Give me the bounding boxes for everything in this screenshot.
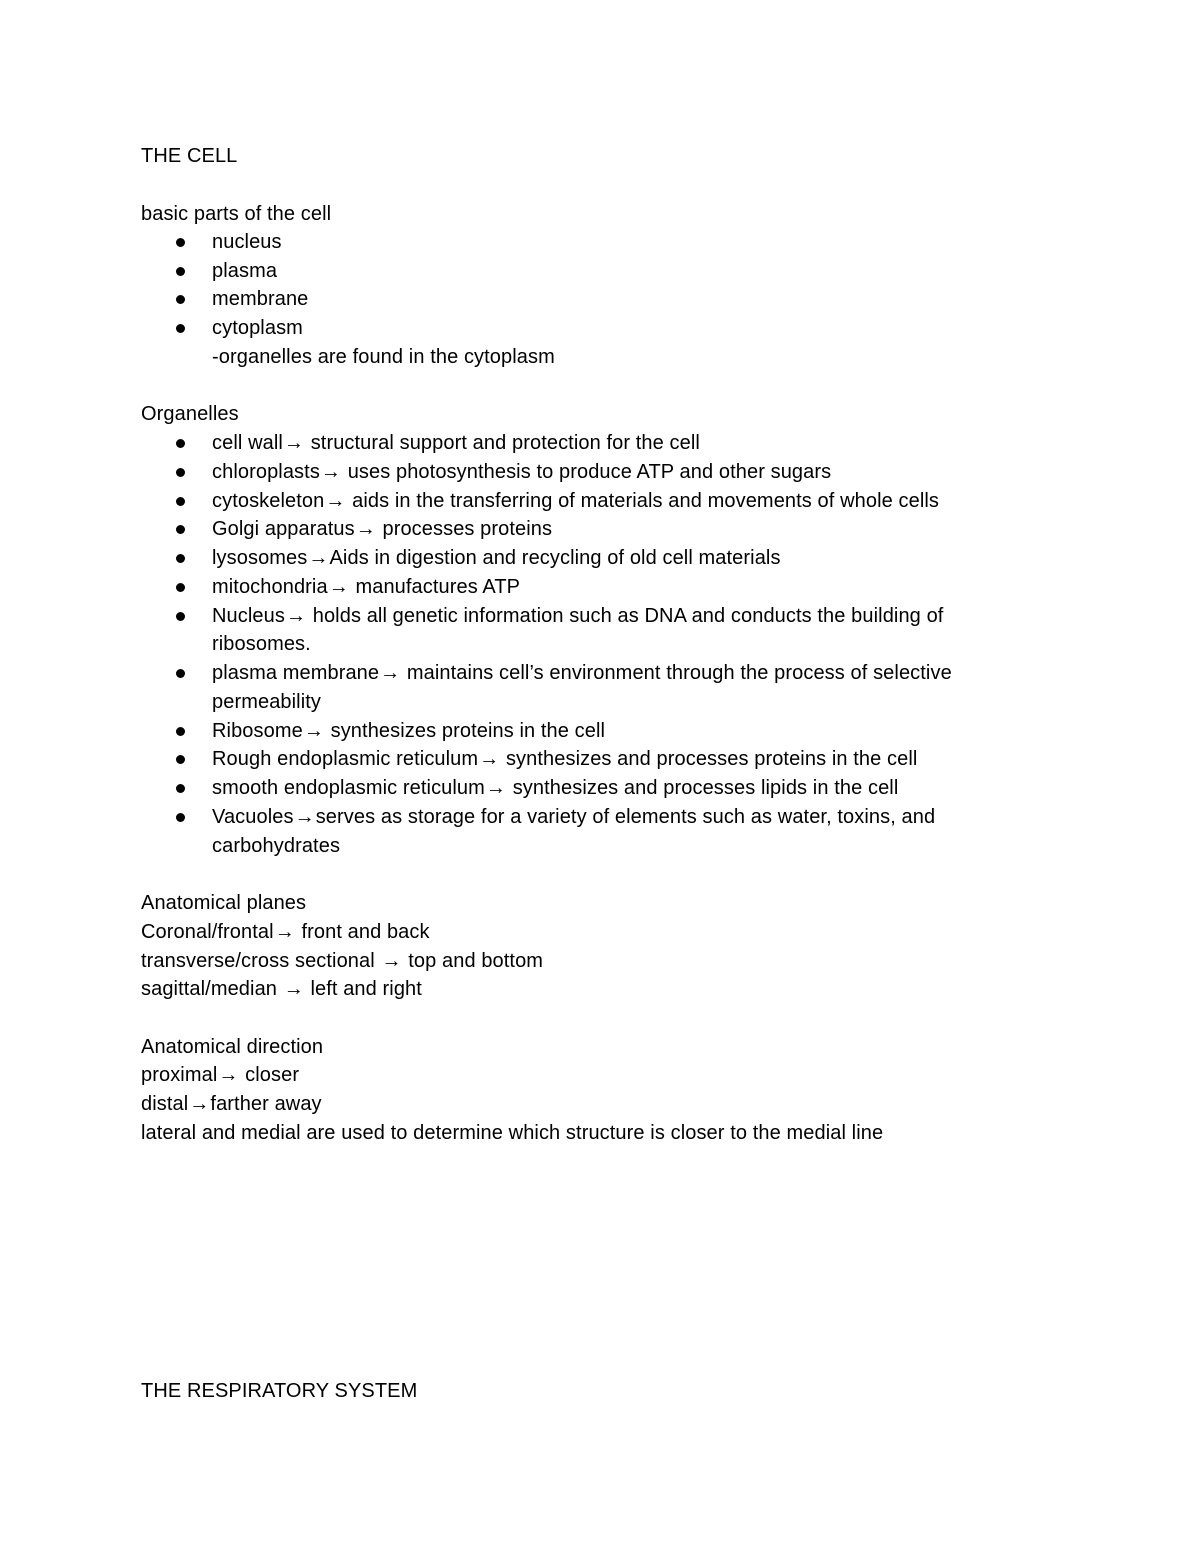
term: Vacuoles [212,806,294,828]
description: farther away [210,1093,322,1115]
section-title-cell: THE CELL [141,145,238,167]
bullet-icon [176,497,185,506]
plane-item-text [141,918,430,946]
term: proximal [141,1064,218,1086]
direction-item-text [141,1061,299,1089]
list-item: nucleus [212,231,282,253]
description: aids in the transferring of materials and movements of whole cells [346,490,940,512]
term: distal [141,1093,189,1115]
description: closer [239,1064,300,1086]
bullet-icon [176,784,185,793]
arrow-right-icon: → [294,806,315,828]
arrow-right-icon: → [325,490,346,512]
term: Golgi apparatus [212,518,355,540]
organelle-item-text [212,487,939,515]
arrow-right-icon: → [283,432,305,454]
organelle-item-text [212,515,552,543]
term: mitochondria [212,576,328,598]
term: Coronal/frontal [141,921,274,943]
list-item: plasma [212,260,278,282]
arrow-right-icon: → [218,1064,239,1086]
bullet-icon [176,669,185,678]
organelle-item-text [212,602,943,630]
organelle-item-text [212,803,935,831]
arrow-right-icon: → [328,576,349,598]
description: top and bottom [402,949,544,972]
organelle-item-text [212,774,898,802]
description: synthesizes and processes lipids in the cell [507,777,899,799]
description: Aids in digestion and recycling of old cell materials [329,547,781,569]
arrow-right-icon: → [285,605,307,627]
description: synthesizes and processes proteins in the cell [500,748,918,770]
term: sagittal/median [141,978,283,1000]
term: chloroplasts [212,461,320,483]
bullet-icon [176,468,185,477]
direction-item-text [141,1090,322,1118]
basic-parts-heading: basic parts of the cell [141,203,332,225]
term: transverse/cross sectional [141,949,381,972]
term: lysosomes [212,547,308,569]
term: smooth endoplasmic reticulum [212,777,485,799]
description: structural support and protection for the cell [305,432,700,454]
arrow-right-icon: → [380,662,401,684]
description: serves as storage for a variety of elements such as water, toxins, and [315,806,936,828]
bullet-icon [176,324,185,333]
arrow-right-icon: → [479,748,500,770]
description: maintains cell’s environment through the process of selective [401,662,952,684]
bullet-icon [176,267,185,276]
description: manufactures ATP [349,576,521,598]
bullet-icon [176,238,185,247]
bullet-icon [176,583,185,592]
description: front and back [295,921,430,943]
bullet-icon [176,554,185,563]
term: Nucleus [212,605,285,627]
list-item: membrane [212,288,309,310]
arrow-right-icon: → [274,921,295,943]
description: uses photosynthesis to produce ATP and other sugars [342,461,832,483]
term: cytoskeleton [212,490,325,512]
organelle-item-text [212,745,917,773]
organelle-item-continuation: carbohydrates [212,835,341,857]
organelle-item-text [212,659,952,687]
arrow-right-icon: → [308,547,329,569]
planes-heading: Anatomical planes [141,892,307,914]
bullet-icon [176,295,185,304]
bullet-icon [176,727,185,736]
organelle-item-text [212,573,520,601]
organelles-heading: Organelles [141,403,239,425]
arrow-right-icon: → [283,978,304,1000]
bullet-icon [176,612,185,621]
cytoplasm-note: -organelles are found in the cytoplasm [212,346,555,368]
description: holds all genetic information such as DNA and conducts the building of [307,605,944,627]
organelle-item-text [212,458,831,486]
list-item: cytoplasm [212,317,303,339]
arrow-right-icon: → [320,461,342,483]
term: Rough endoplasmic reticulum [212,748,479,770]
organelle-item-continuation: ribosomes. [212,633,311,655]
term: cell wall [212,432,283,454]
term: Ribosome [212,720,303,742]
arrow-right-icon: → [189,1093,210,1115]
plane-item-text [141,975,422,1003]
bullet-icon [176,439,185,448]
direction-note: lateral and medial are used to determine which structure is closer to the medial line [141,1122,884,1144]
arrow-right-icon: → [355,518,376,540]
description: synthesizes proteins in the cell [324,720,606,742]
term: plasma membrane [212,662,380,684]
bullet-icon [176,525,185,534]
description: left and right [304,978,422,1000]
section-title-respiratory: THE RESPIRATORY SYSTEM [141,1380,418,1402]
arrow-right-icon: → [485,777,507,799]
organelle-item-continuation: permeability [212,691,322,713]
organelle-item-text [212,429,700,457]
direction-heading: Anatomical direction [141,1036,324,1058]
arrow-right-icon: → [381,949,402,972]
description: processes proteins [376,518,553,540]
organelle-item-text [212,717,605,745]
plane-item-text [141,947,543,975]
bullet-icon [176,755,185,764]
arrow-right-icon: → [303,720,324,742]
organelle-item-text [212,544,781,572]
bullet-icon [176,813,185,822]
